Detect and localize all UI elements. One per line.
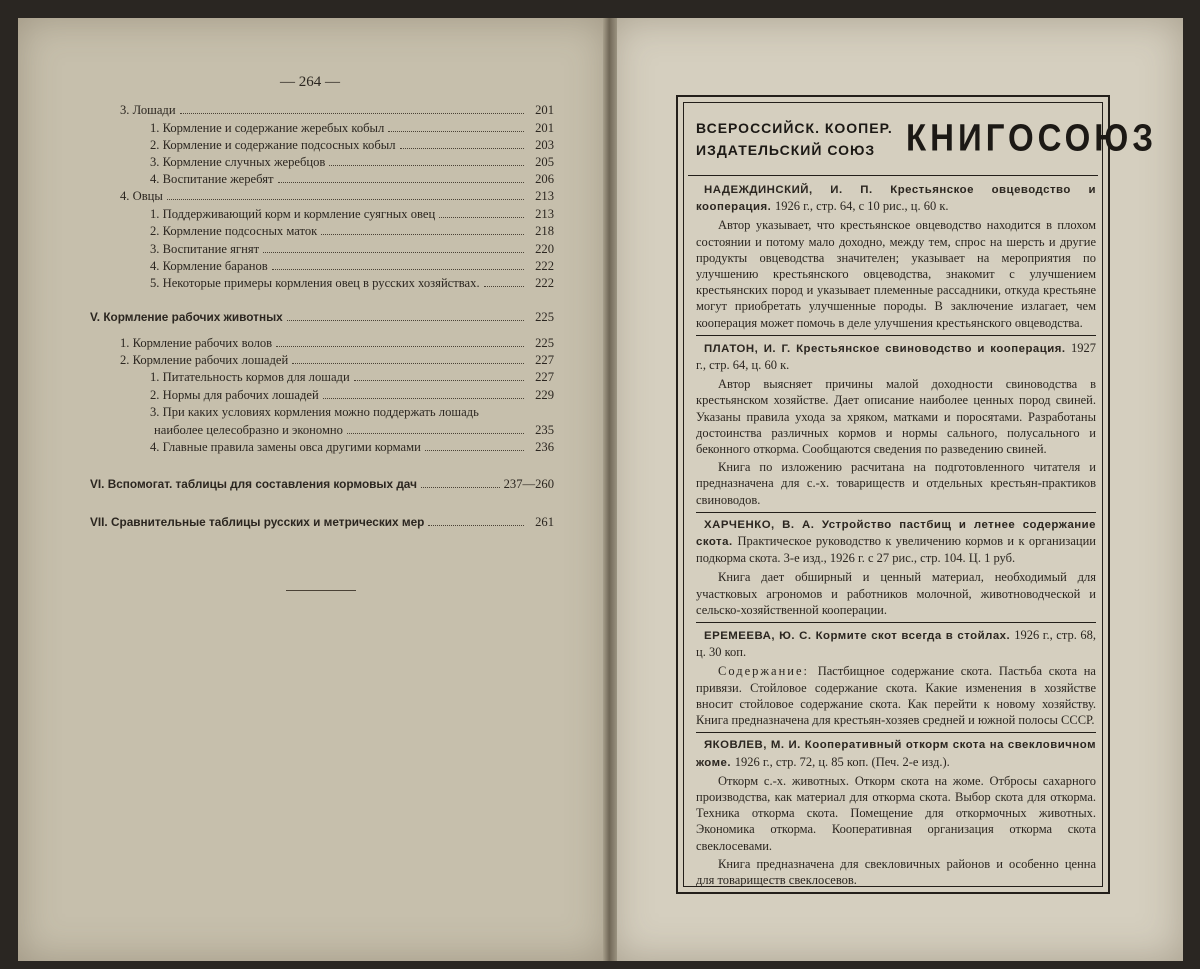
toc-entry	[120, 336, 554, 351]
toc-label: VII. Сравнительные таблицы русских и метрических мер	[90, 515, 425, 529]
toc-page-number: 261	[535, 515, 554, 529]
toc-entry	[90, 477, 554, 492]
book-spine	[603, 18, 617, 961]
toc-label: 3. Воспитание ягнят	[150, 242, 260, 256]
toc-leader	[276, 336, 524, 347]
book-author: ЕРЕМЕЕВА, Ю. С.	[704, 630, 816, 643]
book-heading	[696, 340, 1096, 374]
toc-entry	[150, 155, 554, 170]
toc-page-number: 203	[535, 138, 554, 152]
header-rule	[688, 175, 1098, 176]
book-title: Крестьянское овцеводство и кооперация.	[696, 184, 1097, 214]
toc-leader	[400, 138, 525, 149]
toc-page-number: 229	[535, 388, 554, 402]
book-author: НАДЕЖДИНСКИЙ, И. П.	[704, 184, 891, 196]
toc-label: 2. Кормление и содержание подсосных кобыл	[150, 138, 396, 152]
toc-page-number: 201	[535, 121, 554, 135]
book-heading	[696, 517, 1096, 568]
publisher-name: КНИГОСОЮЗ	[906, 116, 1158, 159]
end-rule	[286, 590, 356, 591]
toc-entry	[154, 423, 554, 438]
toc-page-number: 218	[535, 224, 554, 238]
book-description: Книга дает обширный и ценный материал, необходимый для участковых агрономов и работников молочной, животноводческой и сельско-хозяйственной кооперации.	[696, 570, 1096, 617]
toc-leader	[167, 189, 524, 200]
publisher-line-2: ИЗДАТЕЛЬСКИЙ СОЮЗ	[696, 142, 876, 158]
book-entry	[696, 517, 1096, 623]
toc-page-number: 222	[535, 276, 554, 290]
toc-entry	[90, 515, 554, 530]
toc-entry	[120, 103, 554, 118]
toc-page-number: 225	[535, 310, 554, 324]
toc-leader	[421, 477, 500, 488]
book-description: Автор выясняет причины малой доходности свиноводства в крестьянском хозяйстве. Дает описание наиболее ценных пород свиней. Указаны правила ухода за хряком, матками и поросятами. Разработаны достоинства различных кормов и нормы сального, полусального и беконного откорма. Сообщаются сведения по разведению свиней.	[696, 377, 1096, 457]
toc-page-number: 236	[535, 440, 554, 454]
toc-leader	[272, 259, 524, 270]
book-entry	[696, 737, 1096, 888]
toc-leader	[428, 515, 524, 526]
toc-label: 1. Поддерживающий корм и кормление суягных овец	[150, 207, 436, 221]
toc-entry	[150, 207, 554, 222]
book-title: Кооперативный откорм скота на свекловичном жоме.	[696, 739, 1096, 769]
toc-label: V. Кормление рабочих животных	[90, 310, 283, 324]
toc-leader	[354, 370, 524, 381]
book-description: Книга по изложению расчитана на подготовленного читателя и предназначена для с.-х. товариществ и отдельных крестьян-практиков свиноводов.	[696, 460, 1096, 507]
contents-label: Содержание:	[718, 664, 818, 679]
book-description: Книга предназначена для свекловичных районов и особенно ценна для товариществ свеклосевов.	[696, 856, 1096, 887]
toc-page-number: 205	[535, 155, 554, 169]
toc-page-number: 201	[535, 103, 554, 117]
toc-entry	[120, 189, 554, 204]
toc-entry	[150, 440, 554, 455]
toc-page-number: 213	[535, 189, 554, 203]
toc-entry	[150, 405, 554, 420]
toc-leader	[484, 276, 524, 287]
book-entry	[696, 340, 1096, 513]
toc-leader	[439, 207, 524, 218]
toc-leader	[263, 242, 524, 253]
book-entry	[696, 627, 1096, 733]
toc-label: 4. Кормление баранов	[150, 259, 268, 273]
toc-page-number: 237—260	[503, 477, 554, 491]
book-publication-info: Практическое руководство к увеличению кормов и к организации подкорма скота. 3-е изд., 1926 г. с 27 рис., стр. 104. Ц. 1 руб.	[696, 534, 1096, 566]
toc-entry	[150, 388, 554, 403]
toc-leader	[321, 224, 524, 235]
toc-label: 1. Кормление и содержание жеребых кобыл	[150, 121, 385, 135]
toc-leader	[180, 103, 524, 114]
toc-leader	[323, 388, 524, 399]
toc-label: 2. Кормление рабочих лошадей	[120, 353, 289, 367]
entry-divider	[696, 732, 1096, 733]
book-entry	[696, 182, 1096, 336]
toc-entry	[150, 242, 554, 257]
toc-entry	[90, 310, 554, 325]
toc-leader	[347, 423, 524, 434]
toc-page-number: 206	[535, 172, 554, 186]
book-description: Содержание: Пастбищное содержание скота. Пастьба скота на привязи. Стойловое содержание скота. Какие изменения в хозяйстве вносит стойловое содержание скота. Как перейти к новому хозяйству. Книга предназначена для крестьян-хозяев средней и южной полосы СССР.	[696, 664, 1096, 728]
book-author: ЯКОВЛЕВ, М. И.	[704, 739, 805, 752]
book-author: ХАРЧЕНКО, В. А.	[704, 518, 822, 531]
book-publication-info: 1926 г., стр. 72, ц. 85 коп. (Печ. 2-е изд.).	[734, 754, 950, 769]
toc-label: 4. Овцы	[120, 189, 163, 203]
book-publication-info: 1926 г., стр. 68, ц. 30 коп.	[696, 628, 1096, 660]
book-description: Откорм с.-х. животных. Откорм скота на жоме. Отбросы сахарного производства, как материал для откорма скота. Выбор скота для откорма. Техника откорма скота. Помещение для откормочных животных. Экономика откорма. Кооперативная организация откорма скота свеклосевами.	[696, 773, 1096, 853]
toc-page-number: 220	[535, 242, 554, 256]
book-title: Крестьянское свиноводство и кооперация.	[796, 342, 1071, 355]
toc-page-number: 227	[535, 370, 554, 384]
toc-label: 3. При каких условиях кормления можно поддержать лошадь	[150, 405, 479, 419]
book-heading	[696, 737, 1096, 770]
toc-leader	[425, 440, 524, 451]
toc-label: 3. Лошади	[120, 103, 176, 117]
entry-divider	[696, 512, 1096, 513]
toc-label: 4. Воспитание жеребят	[150, 172, 274, 186]
toc-entry	[150, 224, 554, 239]
book-title: Устройство пастбищ и летнее содержание скота.	[696, 518, 1096, 549]
toc-page-number: 222	[535, 259, 554, 273]
toc-label: наиболее целесобразно и экономно	[154, 423, 343, 437]
toc-label: 3. Кормление случных жеребцов	[150, 155, 326, 169]
toc-entry	[150, 138, 554, 153]
toc-label: 2. Нормы для рабочих лошадей	[150, 388, 319, 402]
toc-leader	[292, 353, 524, 364]
toc-page-number: 225	[535, 336, 554, 350]
toc-leader	[287, 310, 524, 321]
book-heading	[696, 182, 1096, 215]
book-publication-info: 1926 г., стр. 64, с 10 рис., ц. 60 к.	[774, 199, 949, 214]
toc-label: 1. Кормление рабочих волов	[120, 336, 273, 350]
advertisement-frame	[676, 95, 1158, 894]
toc-page-number: 227	[535, 353, 554, 367]
toc-entry	[150, 370, 554, 385]
publisher-header	[696, 117, 893, 161]
toc-entry	[150, 276, 554, 291]
toc-label: 1. Питательность кормов для лошади	[150, 370, 350, 384]
book-publication-info: 1927 г., стр. 64, ц. 60 к.	[696, 340, 1096, 373]
toc-label: 2. Кормление подсосных маток	[150, 224, 318, 238]
toc-entry	[150, 121, 554, 136]
toc-label: 4. Главные правила замены овса другими кормами	[150, 440, 421, 454]
toc-label: VI. Вспомогат. таблицы для составления кормовых дач	[90, 477, 417, 491]
book-heading	[696, 627, 1096, 661]
toc-entry	[120, 353, 554, 368]
book-description: Автор указывает, что крестьянское овцеводство находится в плохом состоянии и потому мало доходно, между тем, спрос на шерсть и другие продукты овцеводства значителен; указывает на мероприятия по улучшению крестьянского овцеводства, знакомит с улучшением крестьянских пород и указывает племенные рассадники, откуда крестьяне могут приобретать улучшенные породы. В заключение излагает, чем кооперация может помочь в деле улучшения крестьянского овцеводства.	[696, 218, 1096, 330]
toc-page-number: 213	[535, 207, 554, 221]
toc-label: 5. Некоторые примеры кормления овец в русских хозяйствах.	[150, 276, 480, 290]
toc-entry	[150, 172, 554, 187]
toc-leader	[278, 172, 524, 183]
book-title: Кормите скот всегда в стойлах.	[815, 630, 1015, 643]
toc-leader	[388, 121, 524, 132]
publisher-line-1: ВСЕРОССИЙСК. КООПЕР.	[696, 120, 893, 136]
page-number: — 264 —	[280, 74, 340, 90]
entry-divider	[696, 335, 1096, 336]
toc-entry	[150, 259, 554, 274]
toc-leader	[329, 155, 524, 166]
book-author: ПЛАТОН, И. Г.	[704, 342, 797, 355]
book-list	[696, 182, 1096, 892]
toc-page-number: 235	[535, 423, 554, 437]
entry-divider	[696, 622, 1096, 623]
